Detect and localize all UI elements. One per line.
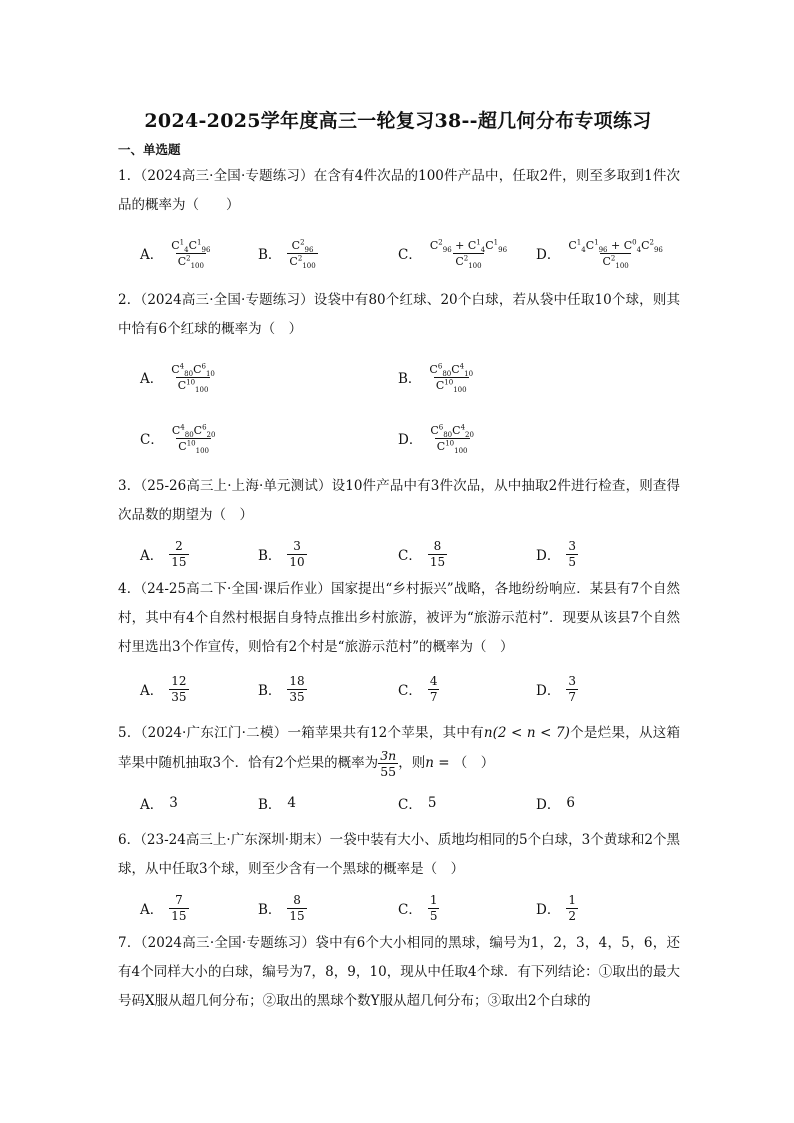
- question-4-stem: 4．（24-25高二下·全国·课后作业）国家提出“乡村振兴”战略，各地纷纷响应．某县有7个自然村，其中有4个自然村根据自身特点推出乡村旅游，被评为“旅游示范村”．现要从该县7个自然村里选出3个作宣传，则恰有2个村是“旅游示范村”的概率为（ ）: [118, 581, 680, 655]
- q2-option-a[interactable]: A． $\frac{C^4_{80}C^6_{10}}{C^{10}_{100}}$: [140, 361, 215, 394]
- q4-option-a[interactable]: A． $\frac{12}{35}$: [140, 673, 187, 704]
- q3-option-c[interactable]: C． $\frac{8}{15}$: [398, 538, 446, 569]
- question-6-stem: 6．（23-24高三上·广东深圳·期末）一袋中装有大小、质地均相同的5个白球，3个黄球和2个黑球，从中任取3个球，则至少含有一个黑球的概率是（ ）: [118, 832, 680, 877]
- question-4-options: [140, 669, 680, 709]
- q2-option-d[interactable]: D． $\frac{C^6_{80}C^4_{20}}{C^{10}_{100}}$: [398, 422, 474, 455]
- q5-option-c[interactable]: C． 5: [398, 795, 437, 813]
- q5-option-b[interactable]: B． 4: [258, 795, 297, 813]
- q6-option-d[interactable]: D． $\frac{1}{2}$: [536, 892, 576, 923]
- q6-option-b[interactable]: B． $\frac{8}{15}$: [258, 892, 305, 923]
- question-5-options: [140, 788, 680, 818]
- question-2-stem: 2．（2024高三·全国·专题练习）设袋中有80个红球、20个白球，若从袋中任取10个球，则其中恰有6个红球的概率为（ ）: [118, 292, 680, 337]
- question-2-options-row1: [140, 357, 680, 397]
- q1-option-b[interactable]: B． $\frac{C^2_{96}}{C^2_{100}}$: [258, 237, 316, 270]
- q1-option-d[interactable]: D． $\frac{C^1_4C^1_{96} + C^0_4C^2_{96}}{C^2_{100}}$: [536, 237, 663, 270]
- q4-option-b[interactable]: B． $\frac{18}{35}$: [258, 673, 305, 704]
- page-title: 2024-2025学年度高三一轮复习38--超几何分布专项练习: [144, 110, 652, 132]
- section-heading: 一、单选题: [118, 142, 181, 157]
- q6-option-c[interactable]: C． $\frac{1}{5}$: [398, 892, 438, 923]
- q6-option-a[interactable]: A． $\frac{7}{15}$: [140, 892, 187, 923]
- q4-option-d[interactable]: D． $\frac{3}{7}$: [536, 673, 576, 704]
- question-3-options: [140, 534, 680, 574]
- q5-option-d[interactable]: D． 6: [536, 795, 575, 813]
- question-1-stem: 1．（2024高三·全国·专题练习）在含有4件次品的100件产品中，任取2件，则至多取到1件次品的概率为（ ）: [118, 168, 680, 213]
- q3-option-b[interactable]: B． $\frac{3}{10}$: [258, 538, 305, 569]
- question-5-stem: 5．（2024·广东江门·二模）一箱苹果共有12个苹果，其中有n(2 < n < 7)个是烂果，从这箱苹果中随机抽取3个．恰有2个烂果的概率为 $\frac{3n}{55}$ ，则n = （ ）: [118, 725, 681, 779]
- question-1-options: [140, 233, 680, 273]
- q1-option-c[interactable]: C． $\frac{C^2_{96} + C^1_4C^1_{96}}{C^2_{100}}$: [398, 237, 508, 270]
- q4-option-c[interactable]: C． $\frac{4}{7}$: [398, 673, 438, 704]
- q2-option-c[interactable]: C． $\frac{C^4_{80}C^6_{20}}{C^{10}_{100}}$: [140, 422, 216, 455]
- question-3-stem: 3．（25-26高三上·上海·单元测试）设10件产品中有3件次品，从中抽取2件进行检查，则查得次品数的期望为（ ）: [118, 478, 680, 523]
- question-6-options: [140, 888, 680, 928]
- question-7-stem: 7．（2024高三·全国·专题练习）袋中有6个大小相同的黑球，编号为1，2，3，4，5，6，还有4个同样大小的白球，编号为7，8，9，10，现从中任取4个球．有下列结论：①取出的最大号码X服从超几何分布；②取出的黑球个数Y服从超几何分布；③取出2个白球的: [118, 935, 680, 1009]
- q5-option-a[interactable]: A． 3: [140, 795, 178, 813]
- q5-math-n-range: n(2 < n < 7): [483, 725, 570, 741]
- q3-option-d[interactable]: D． $\frac{3}{5}$: [536, 538, 576, 569]
- q1-option-a[interactable]: A． $\frac{C^1_4C^1_{96}}{C^2_{100}}$: [140, 237, 211, 270]
- q3-option-a[interactable]: A． $\frac{2}{15}$: [140, 538, 187, 569]
- q2-option-b[interactable]: B． $\frac{C^6_{80}C^4_{10}}{C^{10}_{100}}$: [398, 361, 474, 394]
- question-2-options-row2: [140, 418, 680, 458]
